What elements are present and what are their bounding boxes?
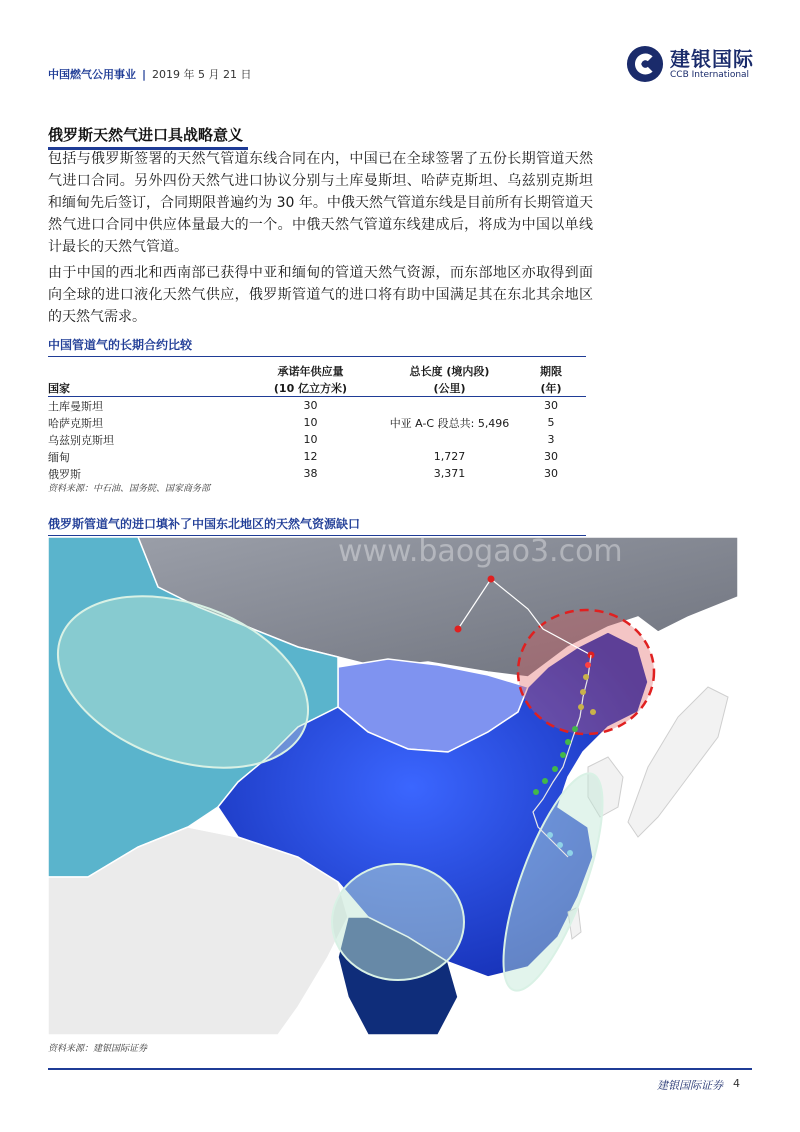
contract-table <box>48 362 586 482</box>
table-cell: 3,371 <box>433 467 466 480</box>
pipeline-node <box>557 842 563 848</box>
page-header <box>48 66 252 82</box>
pipeline-node <box>565 739 571 745</box>
footer-rule <box>48 1068 752 1070</box>
pipeline-node <box>583 674 589 680</box>
pipeline-node <box>572 726 578 732</box>
pipeline-node <box>590 709 596 715</box>
pipeline-node <box>542 778 548 784</box>
pipeline-node <box>578 704 584 710</box>
table-header-row-2 <box>48 379 586 397</box>
table-row <box>48 448 586 465</box>
table-cell: 12 <box>303 450 318 463</box>
table-cell: 哈萨克斯坦 <box>48 416 103 430</box>
report-date: 2019 年 5 月 21 日 <box>152 68 252 81</box>
table-cell: 5 <box>547 416 555 429</box>
pipeline-node <box>567 850 573 856</box>
header-cell: (公里) <box>433 381 466 395</box>
pipeline-map <box>48 537 738 1035</box>
header-cell: 承诺年供应量 <box>277 364 344 378</box>
pipeline-node <box>547 832 553 838</box>
paragraph-2: 由于中国的西北和西南部已获得中亚和缅甸的管道天然气资源，而东部地区亦取得到面向全球的进口液化天然气供应，俄罗斯管道气的进口将有助中国满足其在东北其余地区的天然气需求。 <box>48 265 593 325</box>
logo-name-cn: 建银国际 <box>670 46 754 71</box>
header-cell: (年) <box>540 381 562 395</box>
table-row <box>48 431 586 448</box>
table-cell: 乌兹别克斯坦 <box>48 433 114 447</box>
pipeline-node <box>533 789 539 795</box>
header-separator: | <box>142 67 147 81</box>
table-row <box>48 397 586 414</box>
table-cell: 38 <box>303 467 318 480</box>
figure-source: 资料来源：建银国际证券 <box>48 1044 148 1054</box>
table-cell: 30 <box>544 399 558 412</box>
footer-company: 建银国际证券 <box>657 1079 723 1092</box>
paragraph-1: 包括与俄罗斯签署的天然气管道东线合同在内，中国已在全球签署了五份长期管道天然气进口合同。另外四份天然气进口协议分别与土库曼斯坦、哈萨克斯坦、乌兹别克斯坦和缅甸先后签订，合同期限普遍约为 30 年。中俄天然气管道东线是目前所有长期管道天然气进口合同中供应体量最大的一个。中俄天然气管道东线建成后，将成为中国以单线计最长的天然气管道。 <box>48 151 593 255</box>
table-row <box>48 465 586 482</box>
table-cell: 土库曼斯坦 <box>48 399 103 413</box>
header-cell: 总长度 (境内段) <box>409 364 490 378</box>
logo-name-en: CCB International <box>670 69 750 80</box>
pipeline-node <box>580 689 586 695</box>
header-cell: 国家 <box>48 381 70 395</box>
northeast-highlight <box>518 610 654 734</box>
figure-title: 俄罗斯管道气的进口填补了中国东北地区的天然气资源缺口 <box>48 515 586 536</box>
table-row <box>48 414 586 431</box>
table-header-row-1 <box>48 362 586 379</box>
table-cell: 3 <box>547 433 555 446</box>
pipeline-node <box>455 626 462 633</box>
myanmar-highlight <box>332 864 464 980</box>
pipeline-node <box>585 662 591 668</box>
map-watermark: www.baogao3.com <box>338 537 623 569</box>
ccb-logo-icon <box>626 45 664 83</box>
table-cell: 10 <box>303 416 318 429</box>
pipeline-node <box>552 766 558 772</box>
header-cell: 期限 <box>540 364 562 378</box>
table-cell: 30 <box>544 450 558 463</box>
table-source: 资料来源：中石油、国务院、国家商务部 <box>48 484 211 494</box>
report-sector: 中国燃气公用事业 <box>48 68 136 81</box>
section-title: 俄罗斯天然气进口具战略意义 <box>48 124 248 150</box>
pipeline-node <box>560 752 566 758</box>
table-cell: 10 <box>303 433 318 446</box>
table-cell: 俄罗斯 <box>48 467 81 481</box>
page-number: 4 <box>733 1077 740 1090</box>
header-cell: (10 亿立方米) <box>273 381 348 395</box>
company-logo <box>626 45 754 83</box>
page-footer <box>657 1077 740 1093</box>
table-cell: 缅甸 <box>48 450 70 464</box>
table-cell: 中亚 A-C 段总共: 5,496 <box>389 416 510 430</box>
table-title: 中国管道气的长期合约比较 <box>48 336 586 357</box>
table-cell: 1,727 <box>433 450 466 463</box>
table-cell: 30 <box>303 399 318 412</box>
table-cell: 30 <box>544 467 558 480</box>
pipeline-node <box>488 576 495 583</box>
